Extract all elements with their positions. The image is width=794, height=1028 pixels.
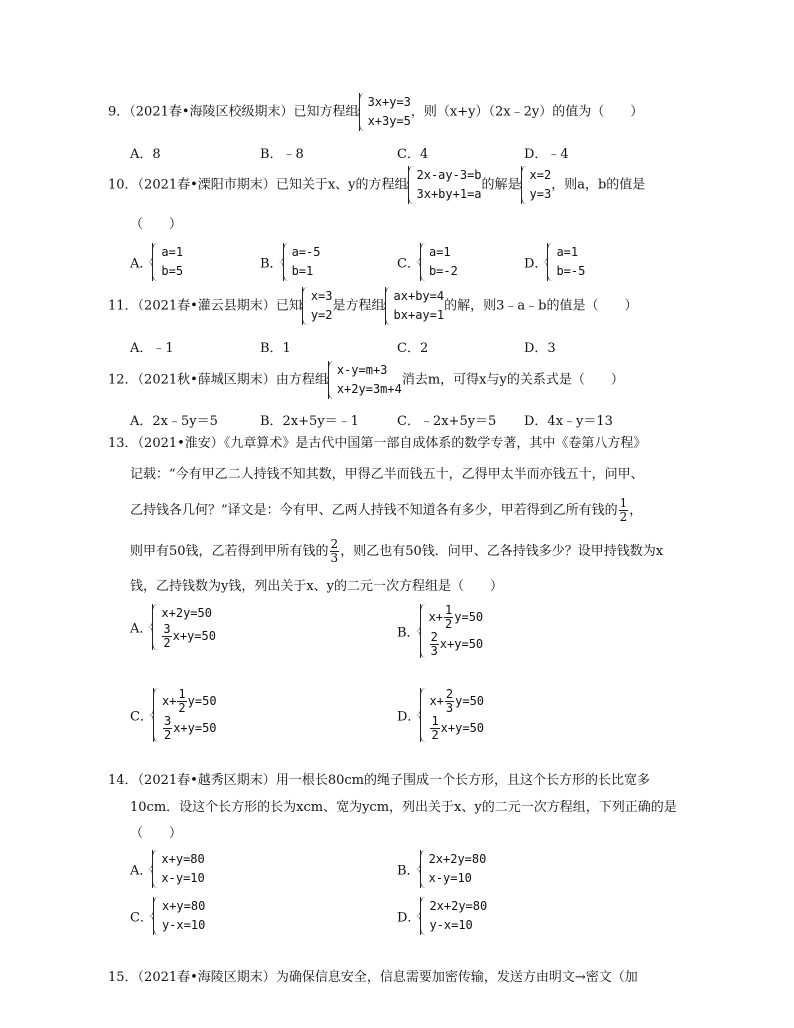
question-15: 15．（2021春•海陵区期末）为确保信息安全，信息需要加密传输，发送方由明文→密文（加 (108, 970, 638, 985)
q9-option-a: A．8 (130, 147, 161, 162)
q12-option-d: D．4x﹣y＝13 (524, 414, 613, 429)
q10-option-b: B． a=-5 b=1 (260, 243, 320, 281)
q10-option-c: C． a=1 b=-2 (397, 243, 458, 281)
q14-option-a: A． x+y=80 x-y=10 (130, 850, 205, 888)
question-13-line-4: 则甲有50钱，乙若得到甲所有钱的 $\frac{2}{3}$ ，则乙也有50钱．问甲、乙各持钱多少？设甲持钱数为x (130, 537, 664, 565)
equation-system: 3x+y=3 x+3y=5 (359, 93, 411, 131)
q13-option-c: C． x+ $\frac{1}{2}$ y=50 $\frac{3}{2}$ x+y=50 (130, 687, 217, 742)
q10-blank: （ ） (130, 217, 183, 232)
q14-blank: （ ） (130, 826, 183, 841)
q12-option-a: A．2x﹣5y＝5 (130, 414, 218, 429)
question-13-line-5: 钱，乙持钱数为y钱，列出关于x、y的二元一次方程组是（ ） (130, 579, 504, 594)
solution-system: x=2 y=3 (521, 166, 552, 204)
question-13-line-2: 记载：“今有甲乙二人持钱不知其数，甲得乙半而钱五十，乙得甲太半而亦钱五十，问甲、 (130, 467, 644, 482)
question-13-line-1: 13．（2021•淮安）《九章算术》是古代中国第一部自成体系的数学专著，其中《卷第八方程》 (108, 436, 647, 451)
question-14-line-1: 14．（2021春•越秀区期末）用一根长80cm的绳子围成一个长方形，且这个长方形的长比宽多 (108, 773, 650, 788)
q14-option-c: C． x+y=80 y-x=10 (130, 897, 205, 935)
question-9: 9．（2021春•海陵区校级期末）已知方程组 3x+y=3 x+3y=5 ，则（x+y）（2x﹣2y）的值为（ ） (108, 93, 643, 131)
q14-option-b: B． 2x+2y=80 x-y=10 (397, 850, 486, 888)
solution-system: x=3 y=2 (302, 287, 333, 325)
q9-option-d: D．﹣4 (524, 147, 569, 162)
q10-option-a: A． a=1 b=5 (130, 243, 183, 281)
q13-option-b: B． x+ $\frac{1}{2}$ y=50 $\frac{2}{3}$ x+y=50 (397, 603, 484, 658)
question-12: 12．（2021秋•薛城区期末）由方程组 x-y=m+3 x+2y=3m+4 消去m，可得x与y的关系式是（ ） (108, 361, 624, 399)
q12-option-c: C．﹣2x+5y＝5 (397, 414, 497, 429)
question-13-line-3: 乙持钱各几何？”译文是：今有甲、乙两人持钱不知道各有多少，甲若得到乙所有钱的 $\frac{1}{2}$ ， (130, 496, 643, 524)
equation-system: 2x-ay-3=b 3x+by+1=a (408, 166, 482, 204)
q10-option-d: D． a=1 b=-5 (524, 243, 585, 281)
q9-option-c: C．4 (397, 147, 429, 162)
question-10: 10．（2021春•溧阳市期末）已知关于x、y的方程组 2x-ay-3=b 3x+by+1=a 的解是 x=2 y=3 ，则a，b的值是 (108, 166, 645, 204)
equation-system: ax+by=4 bx+ay=1 (385, 287, 445, 325)
q14-option-d: D． 2x+2y=80 y-x=10 (397, 897, 487, 935)
q13-option-a: A． x+2y=50 $\frac{3}{2}$ x+y=50 (130, 606, 216, 650)
equation-system: x-y=m+3 x+2y=3m+4 (328, 361, 402, 399)
q11-option-d: D．3 (524, 341, 556, 356)
q9-option-b: B．﹣8 (260, 147, 304, 162)
question-11: 11．（2021春•灌云县期末）已知 x=3 y=2 是方程组 ax+by=4 bx+ay=1 的解，则3﹣a﹣b的值是（ ） (108, 287, 637, 325)
q11-option-a: A．﹣1 (130, 341, 174, 356)
q12-option-b: B．2x+5y＝﹣1 (260, 414, 359, 429)
q11-option-c: C．2 (397, 341, 429, 356)
q13-option-d: D． x+ $\frac{2}{3}$ y=50 $\frac{1}{2}$ x+y=50 (397, 687, 485, 742)
question-14-line-2: 10cm．设这个长方形的长为xcm、宽为ycm，列出关于x、y的二元一次方程组，下列正确的是 (130, 800, 677, 815)
q11-option-b: B．1 (260, 341, 291, 356)
